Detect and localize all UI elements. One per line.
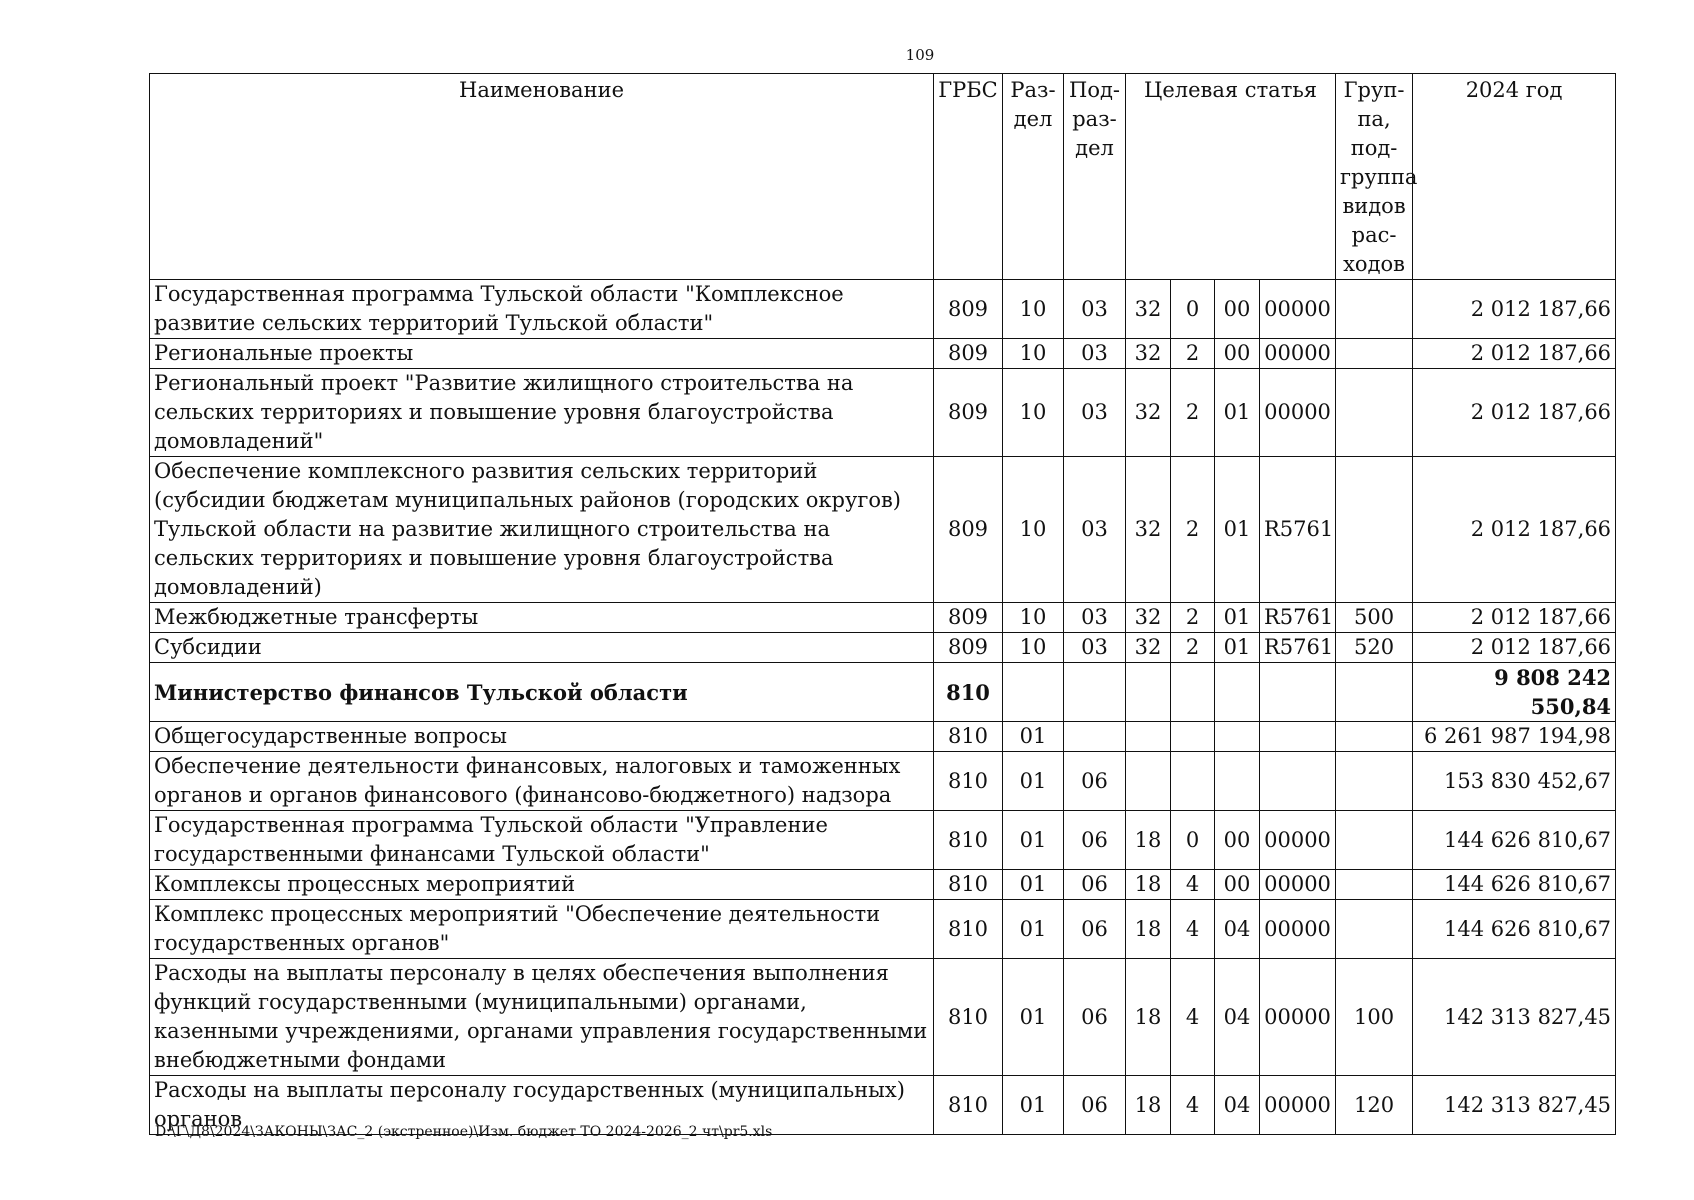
cell-target-1: 18 (1126, 900, 1171, 959)
cell-grbs: 809 (934, 457, 1003, 603)
cell-target-2: 4 (1171, 1076, 1215, 1135)
cell-amount-2024: 9 808 242 550,84 (1413, 663, 1616, 722)
cell-expense-group (1336, 752, 1413, 811)
cell-razdel: 01 (1003, 752, 1064, 811)
cell-target-4 (1260, 722, 1336, 752)
page-number: 109 (905, 46, 935, 64)
cell-podrazdel: 03 (1064, 339, 1126, 369)
cell-razdel: 01 (1003, 959, 1064, 1076)
cell-target-3 (1215, 752, 1260, 811)
cell-razdel: 01 (1003, 722, 1064, 752)
cell-target-3: 00 (1215, 811, 1260, 870)
cell-podrazdel: 03 (1064, 280, 1126, 339)
cell-amount-2024: 2 012 187,66 (1413, 633, 1616, 663)
cell-target-4: R5761 (1260, 633, 1336, 663)
cell-amount-2024: 144 626 810,67 (1413, 811, 1616, 870)
cell-target-1: 18 (1126, 811, 1171, 870)
cell-name: Общегосударственные вопросы (150, 722, 934, 752)
cell-target-2 (1171, 663, 1215, 722)
cell-expense-group: 520 (1336, 633, 1413, 663)
table-row (150, 663, 1616, 722)
cell-target-4: 00000 (1260, 1076, 1336, 1135)
cell-target-2: 2 (1171, 369, 1215, 457)
table-row (150, 633, 1616, 663)
cell-target-2: 4 (1171, 870, 1215, 900)
budget-table (149, 73, 1616, 1135)
cell-razdel (1003, 663, 1064, 722)
cell-target-1 (1126, 722, 1171, 752)
cell-target-2: 4 (1171, 959, 1215, 1076)
cell-expense-group: 120 (1336, 1076, 1413, 1135)
cell-amount-2024: 144 626 810,67 (1413, 900, 1616, 959)
cell-amount-2024: 153 830 452,67 (1413, 752, 1616, 811)
cell-name: Расходы на выплаты персоналу государственных (муниципальных) органов (150, 1076, 934, 1135)
cell-expense-group (1336, 663, 1413, 722)
cell-name: Министерство финансов Тульской области (150, 663, 934, 722)
file-path-footer: D:\Г\Д8\2024\ЗАКОНЫ\ЗАС_2 (экстренное)\Изм. бюджет ТО 2024-2026_2 чт\pr5.xls (155, 1124, 773, 1140)
table-row (150, 959, 1616, 1076)
cell-target-4: R5761 (1260, 603, 1336, 633)
cell-target-3 (1215, 663, 1260, 722)
cell-target-1: 32 (1126, 603, 1171, 633)
cell-expense-group (1336, 900, 1413, 959)
cell-razdel: 01 (1003, 811, 1064, 870)
header-podrazdel: Под- раз- дел (1064, 74, 1126, 280)
cell-target-4: 00000 (1260, 280, 1336, 339)
cell-target-1: 32 (1126, 633, 1171, 663)
cell-target-1: 32 (1126, 457, 1171, 603)
header-expense-group: Груп- па, под- группа видов рас- ходов (1336, 74, 1413, 280)
cell-expense-group (1336, 722, 1413, 752)
cell-expense-group (1336, 457, 1413, 603)
cell-target-4: R5761 (1260, 457, 1336, 603)
cell-target-1: 18 (1126, 959, 1171, 1076)
cell-target-4: 00000 (1260, 811, 1336, 870)
cell-target-3: 00 (1215, 870, 1260, 900)
cell-grbs: 810 (934, 1076, 1003, 1135)
header-name: Наименование (150, 74, 934, 280)
cell-razdel: 10 (1003, 369, 1064, 457)
cell-target-3: 00 (1215, 280, 1260, 339)
cell-name: Комплекс процессных мероприятий "Обеспечение деятельности государственных органов" (150, 900, 934, 959)
cell-amount-2024: 6 261 987 194,98 (1413, 722, 1616, 752)
cell-target-4 (1260, 752, 1336, 811)
cell-target-4: 00000 (1260, 959, 1336, 1076)
cell-podrazdel: 03 (1064, 369, 1126, 457)
cell-expense-group (1336, 369, 1413, 457)
cell-target-2: 2 (1171, 339, 1215, 369)
table-row (150, 369, 1616, 457)
cell-razdel: 10 (1003, 603, 1064, 633)
cell-target-2: 0 (1171, 811, 1215, 870)
cell-expense-group: 100 (1336, 959, 1413, 1076)
cell-target-1: 32 (1126, 369, 1171, 457)
cell-target-4: 00000 (1260, 900, 1336, 959)
cell-target-2: 0 (1171, 280, 1215, 339)
cell-amount-2024: 2 012 187,66 (1413, 603, 1616, 633)
table-row (150, 752, 1616, 811)
cell-target-4: 00000 (1260, 369, 1336, 457)
cell-podrazdel: 06 (1064, 959, 1126, 1076)
cell-target-2: 2 (1171, 603, 1215, 633)
cell-target-4: 00000 (1260, 339, 1336, 369)
cell-amount-2024: 2 012 187,66 (1413, 280, 1616, 339)
cell-name: Расходы на выплаты персоналу в целях обеспечения выполнения функций государственными (муниципальными) органами, казенными учреждениями, органами управления государственными внебюджетными фондами (150, 959, 934, 1076)
cell-amount-2024: 2 012 187,66 (1413, 369, 1616, 457)
cell-name: Региональный проект "Развитие жилищного строительства на сельских территориях и повышение уровня благоустройства домовладений" (150, 369, 934, 457)
cell-target-4: 00000 (1260, 870, 1336, 900)
table-row (150, 722, 1616, 752)
cell-grbs: 809 (934, 339, 1003, 369)
cell-target-1 (1126, 663, 1171, 722)
cell-razdel: 01 (1003, 1076, 1064, 1135)
cell-target-3: 01 (1215, 603, 1260, 633)
cell-razdel: 10 (1003, 457, 1064, 603)
cell-expense-group (1336, 870, 1413, 900)
cell-name: Государственная программа Тульской области "Комплексное развитие сельских территорий Тульской области" (150, 280, 934, 339)
cell-amount-2024: 144 626 810,67 (1413, 870, 1616, 900)
cell-target-1: 18 (1126, 870, 1171, 900)
cell-target-3: 01 (1215, 633, 1260, 663)
cell-podrazdel: 06 (1064, 811, 1126, 870)
cell-name: Межбюджетные трансферты (150, 603, 934, 633)
cell-target-3: 04 (1215, 900, 1260, 959)
cell-target-1: 32 (1126, 339, 1171, 369)
cell-grbs: 810 (934, 870, 1003, 900)
table-row (150, 339, 1616, 369)
cell-target-3: 00 (1215, 339, 1260, 369)
cell-razdel: 10 (1003, 339, 1064, 369)
cell-target-3: 04 (1215, 1076, 1260, 1135)
cell-grbs: 809 (934, 603, 1003, 633)
cell-target-4 (1260, 663, 1336, 722)
cell-amount-2024: 142 313 827,45 (1413, 959, 1616, 1076)
cell-target-2: 4 (1171, 900, 1215, 959)
cell-grbs: 809 (934, 633, 1003, 663)
cell-amount-2024: 142 313 827,45 (1413, 1076, 1616, 1135)
cell-amount-2024: 2 012 187,66 (1413, 339, 1616, 369)
cell-name: Обеспечение деятельности финансовых, налоговых и таможенных органов и органов финансового (финансово-бюджетного) надзора (150, 752, 934, 811)
cell-grbs: 809 (934, 280, 1003, 339)
cell-podrazdel (1064, 663, 1126, 722)
cell-target-2: 2 (1171, 633, 1215, 663)
cell-expense-group (1336, 280, 1413, 339)
cell-grbs: 810 (934, 811, 1003, 870)
table-row (150, 603, 1616, 633)
cell-podrazdel: 06 (1064, 752, 1126, 811)
cell-name: Государственная программа Тульской области "Управление государственными финансами Тульской области" (150, 811, 934, 870)
header-year-2024: 2024 год (1413, 74, 1616, 280)
cell-target-3 (1215, 722, 1260, 752)
cell-expense-group: 500 (1336, 603, 1413, 633)
cell-grbs: 810 (934, 900, 1003, 959)
cell-target-1: 18 (1126, 1076, 1171, 1135)
cell-podrazdel: 03 (1064, 603, 1126, 633)
cell-podrazdel: 06 (1064, 900, 1126, 959)
cell-grbs: 810 (934, 663, 1003, 722)
cell-amount-2024: 2 012 187,66 (1413, 457, 1616, 603)
table-row (150, 870, 1616, 900)
cell-expense-group (1336, 339, 1413, 369)
cell-grbs: 810 (934, 722, 1003, 752)
cell-razdel: 01 (1003, 900, 1064, 959)
cell-podrazdel: 06 (1064, 1076, 1126, 1135)
cell-razdel: 10 (1003, 280, 1064, 339)
table-row (150, 900, 1616, 959)
cell-target-3: 01 (1215, 369, 1260, 457)
cell-target-3: 01 (1215, 457, 1260, 603)
cell-target-2 (1171, 752, 1215, 811)
table-row (150, 457, 1616, 603)
cell-razdel: 10 (1003, 633, 1064, 663)
cell-name: Региональные проекты (150, 339, 934, 369)
cell-target-2 (1171, 722, 1215, 752)
cell-podrazdel: 03 (1064, 633, 1126, 663)
cell-expense-group (1336, 811, 1413, 870)
cell-name: Комплексы процессных мероприятий (150, 870, 934, 900)
cell-target-1 (1126, 752, 1171, 811)
cell-podrazdel: 03 (1064, 457, 1126, 603)
table-header-row (150, 74, 1616, 280)
cell-target-3: 04 (1215, 959, 1260, 1076)
cell-name: Субсидии (150, 633, 934, 663)
cell-podrazdel: 06 (1064, 870, 1126, 900)
header-target-article: Целевая статья (1126, 74, 1336, 280)
header-grbs: ГРБС (934, 74, 1003, 280)
cell-target-2: 2 (1171, 457, 1215, 603)
header-razdel: Раз- дел (1003, 74, 1064, 280)
cell-grbs: 810 (934, 959, 1003, 1076)
cell-name: Обеспечение комплексного развития сельских территорий (субсидии бюджетам муниципальных районов (городских округов) Тульской области на развитие жилищного строительства на сельских территориях и повышение уровня благоустройства домовладений) (150, 457, 934, 603)
cell-podrazdel (1064, 722, 1126, 752)
table-row (150, 811, 1616, 870)
cell-target-1: 32 (1126, 280, 1171, 339)
cell-razdel: 01 (1003, 870, 1064, 900)
cell-grbs: 810 (934, 752, 1003, 811)
table-row (150, 280, 1616, 339)
cell-grbs: 809 (934, 369, 1003, 457)
